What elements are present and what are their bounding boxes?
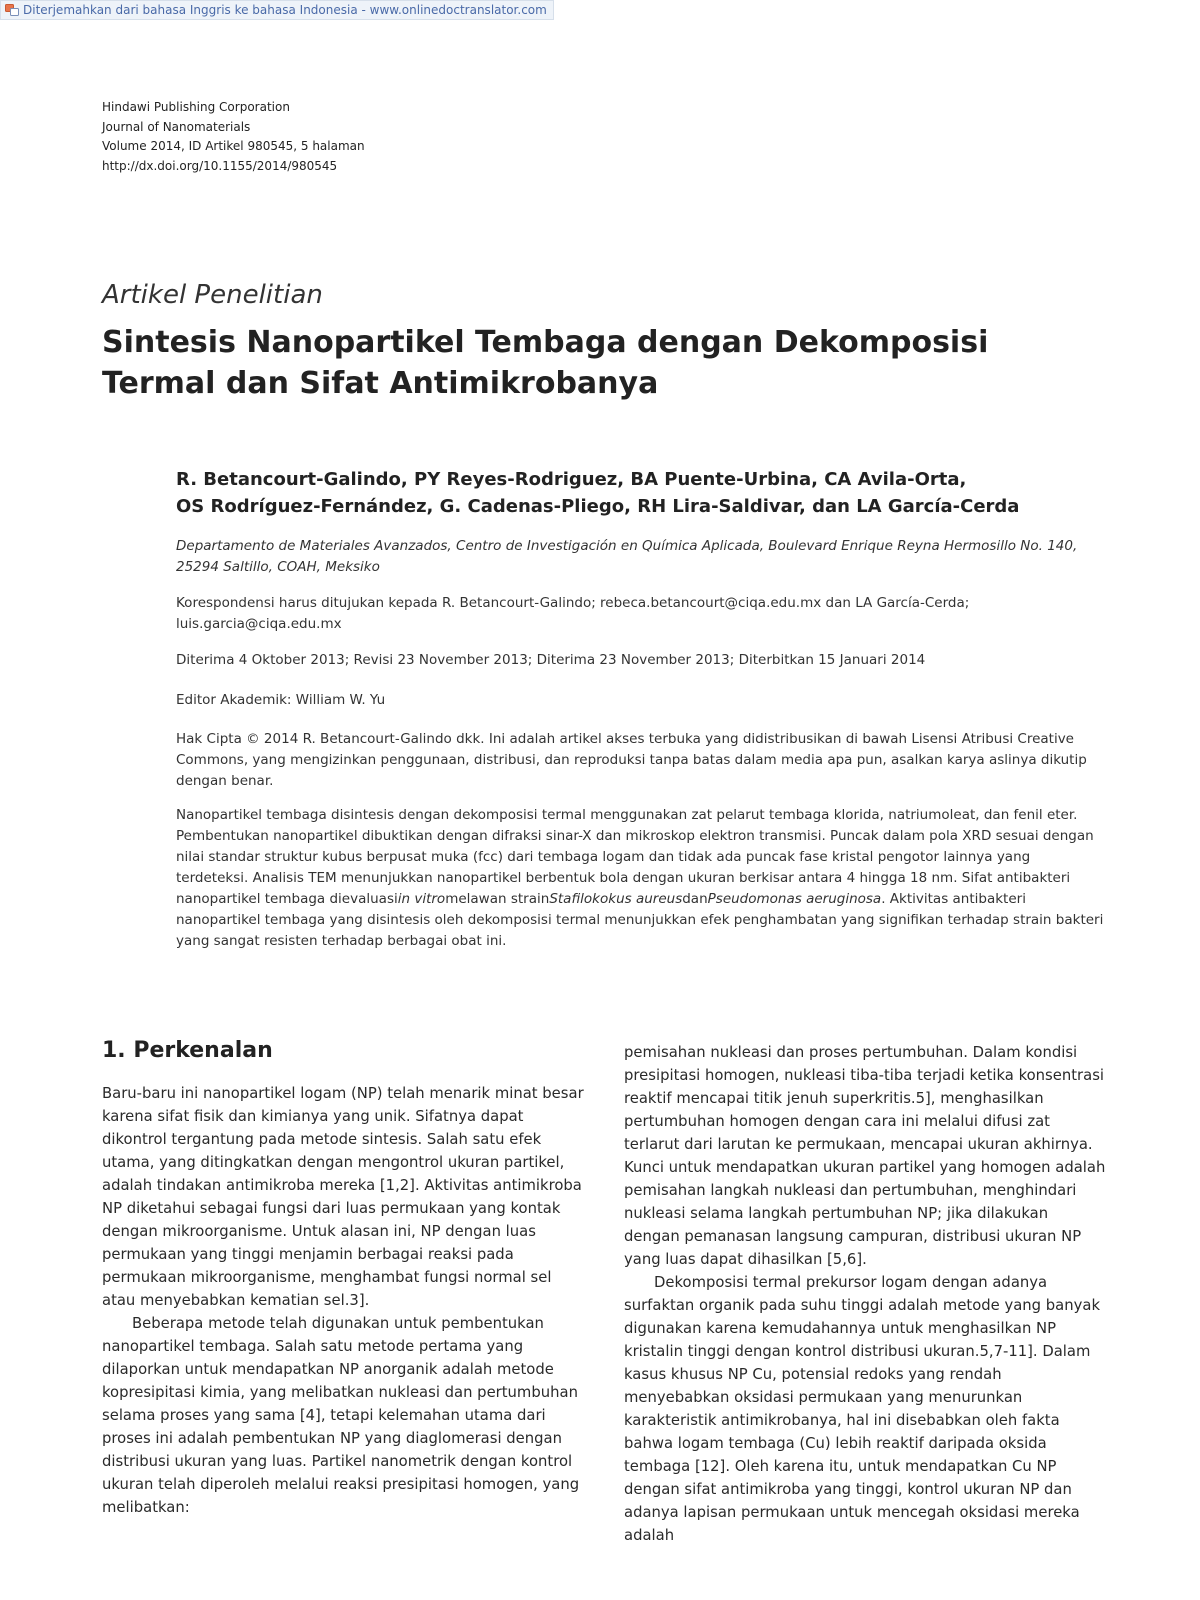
- abstract-italic-2: Stafilokokus aureus: [549, 891, 683, 907]
- academic-editor: Editor Akademik: William W. Yu: [176, 692, 386, 708]
- abstract-italic-3: Pseudomonas aeruginosa: [707, 891, 882, 907]
- translation-banner[interactable]: [0, 0, 554, 20]
- journal-volume: Volume 2014, ID Artikel 980545, 5 halaman: [102, 139, 365, 153]
- abstract-italic-1: in vitro: [397, 891, 446, 907]
- journal-doi[interactable]: http://dx.doi.org/10.1155/2014/980545: [102, 158, 338, 173]
- translate-icon: [5, 4, 19, 16]
- body-paragraph: Dekomposisi termal prekursor logam dengan adanya surfaktan organik pada suhu tinggi adalah metode yang banyak digunakan karena kemudahannya untuk menghasilkan NP kristalin tinggi dengan kontrol distribusi ukuran.5,7-11]. Dalam kasus khusus NP Cu, potensial redoks yang rendah menyebabkan oksidasi permukaan yang menurunkan karakteristik antimikrobanya, hal ini disebabkan oleh fakta bahwa logam tembaga (Cu) lebih reaktif daripada oksida tembaga [12]. Oleh karena itu, untuk mendapatkan Cu NP dengan sifat antimikroba yang tinggi, kontrol ukuran NP dan adanya lapisan permukaan untuk mencegah oksidasi mereka adalah: [624, 1274, 1101, 1544]
- journal-info: [102, 98, 365, 176]
- article-title: Sintesis Nanopartikel Tembaga dengan Dekomposisi Termal dan Sifat Antimikrobanya: [102, 325, 989, 401]
- section-heading-introduction: 1. Perkenalan: [102, 1038, 273, 1063]
- article-type: Artikel Penelitian: [102, 280, 323, 310]
- body-column-right: [624, 1041, 1108, 1547]
- received-dates: Diterima 4 Oktober 2013; Revisi 23 November 2013; Diterima 23 November 2013; Diterbitkan 15 Januari 2014: [176, 652, 926, 668]
- body-paragraph: Baru-baru ini nanopartikel logam (NP) telah menarik minat besar karena sifat fisik dan kimianya yang unik. Sifatnya dapat dikontrol tergantung pada metode sintesis. Salah satu efek utama, yang ditingkatkan dengan mengontrol ukuran partikel, adalah tindakan antimikroba mereka [1,2]. Aktivitas antimikroba NP diketahui sebagai fungsi dari luas permukaan yang kontak dengan mikroorganisme. Untuk alasan ini, NP dengan luas permukaan yang tinggi menjamin berbagai reaksi pada permukaan mikroorganisme, menghambat fungsi normal sel atau menyebabkan kematian sel.3].: [102, 1085, 584, 1309]
- correspondence: Korespondensi harus ditujukan kepada R. Betancourt-Galindo; rebeca.betancourt@ciqa.edu.mx dan LA García-Cerda; luis.garcia@ciqa.edu.mx: [176, 595, 970, 632]
- abstract-text-1: Nanopartikel tembaga disintesis dengan dekomposisi termal menggunakan zat pelarut tembaga klorida, natriumoleat, dan fenil eter. Pembentukan nanopartikel dibuktikan dengan difraksi sinar-X dan mikroskop elektron transmisi. Puncak dalam pola XRD sesuai dengan nilai standar struktur kubus berpusat muka (fcc) dari tembaga logam dan tidak ada puncak fase kristal pengotor lainnya yang terdeteksi. Analisis TEM menunjukkan nanopartikel berbentuk bola dengan ukuran berkisar antara 4 hingga 18 nm. Sifat antibakteri nanopartikel tembaga dievaluasi: [176, 807, 1094, 907]
- body-paragraph: pemisahan nukleasi dan proses pertumbuhan. Dalam kondisi presipitasi homogen, nukleasi tiba-tiba terjadi ketika konsentrasi reaktif mencapai titik jenuh superkritis.5], menghasilkan pertumbuhan homogen dengan cara ini melalui difusi zat terlarut dari larutan ke permukaan, mencapai ukuran akhirnya. Kunci untuk mendapatkan ukuran partikel yang homogen adalah pemisahan langkah nukleasi dan pertumbuhan, menghindari nukleasi selama langkah pertumbuhan NP; jika dilakukan dengan pemanasan langsung campuran, distribusi ukuran NP yang luas dapat dihasilkan [5,6].: [624, 1044, 1106, 1268]
- journal-publisher: Hindawi Publishing Corporation: [102, 100, 290, 114]
- authors-line-1: R. Betancourt-Galindo, PY Reyes-Rodriguez, BA Puente-Urbina, CA Avila-Orta,: [176, 469, 967, 490]
- authors-line-2: OS Rodríguez-Fernández, G. Cadenas-Pliego, RH Lira-Saldivar, dan LA García-Cerda: [176, 496, 1020, 517]
- abstract-text-2: melawan strain: [445, 891, 550, 907]
- affiliation: Departamento de Materiales Avanzados, Centro de Investigación en Química Aplicada, Boulevard Enrique Reyna Hermosillo No. 140, 25294 Saltillo, COAH, Meksiko: [176, 538, 1078, 575]
- abstract-text-4: . Aktivitas antibakteri nanopartikel tembaga yang disintesis oleh dekomposisi termal menunjukkan efek penghambatan yang signifikan terhadap strain bakteri yang sangat resisten terhadap berbagai obat ini.: [176, 891, 1104, 949]
- body-column-left: [102, 1036, 586, 1519]
- authors: [176, 466, 1106, 520]
- translation-banner-text[interactable]: Diterjemahkan dari bahasa Inggris ke bahasa Indonesia - www.onlinedoctranslator.com: [23, 3, 547, 17]
- body-paragraph: Beberapa metode telah digunakan untuk pembentukan nanopartikel tembaga. Salah satu metode pertama yang dilaporkan untuk mendapatkan NP anorganik adalah metode kopresipitasi kimia, yang melibatkan nukleasi dan pertumbuhan selama proses yang sama [4], tetapi kelemahan utama dari proses ini adalah pembentukan NP yang diaglomerasi dengan distribusi ukuran yang luas. Partikel nanometrik dengan kontrol ukuran telah diperoleh melalui reaksi presipitasi homogen, yang melibatkan:: [102, 1315, 580, 1516]
- journal-name: Journal of Nanomaterials: [102, 119, 251, 134]
- abstract-text-3: dan: [682, 891, 708, 907]
- copyright-notice: Hak Cipta © 2014 R. Betancourt-Galindo dkk. Ini adalah artikel akses terbuka yang didistribusikan di bawah Lisensi Atribusi Creative Commons, yang mengizinkan penggunaan, distribusi, dan reproduksi tanpa batas dalam media apa pun, asalkan karya aslinya dikutip dengan benar.: [176, 731, 1087, 789]
- abstract: [176, 805, 1106, 952]
